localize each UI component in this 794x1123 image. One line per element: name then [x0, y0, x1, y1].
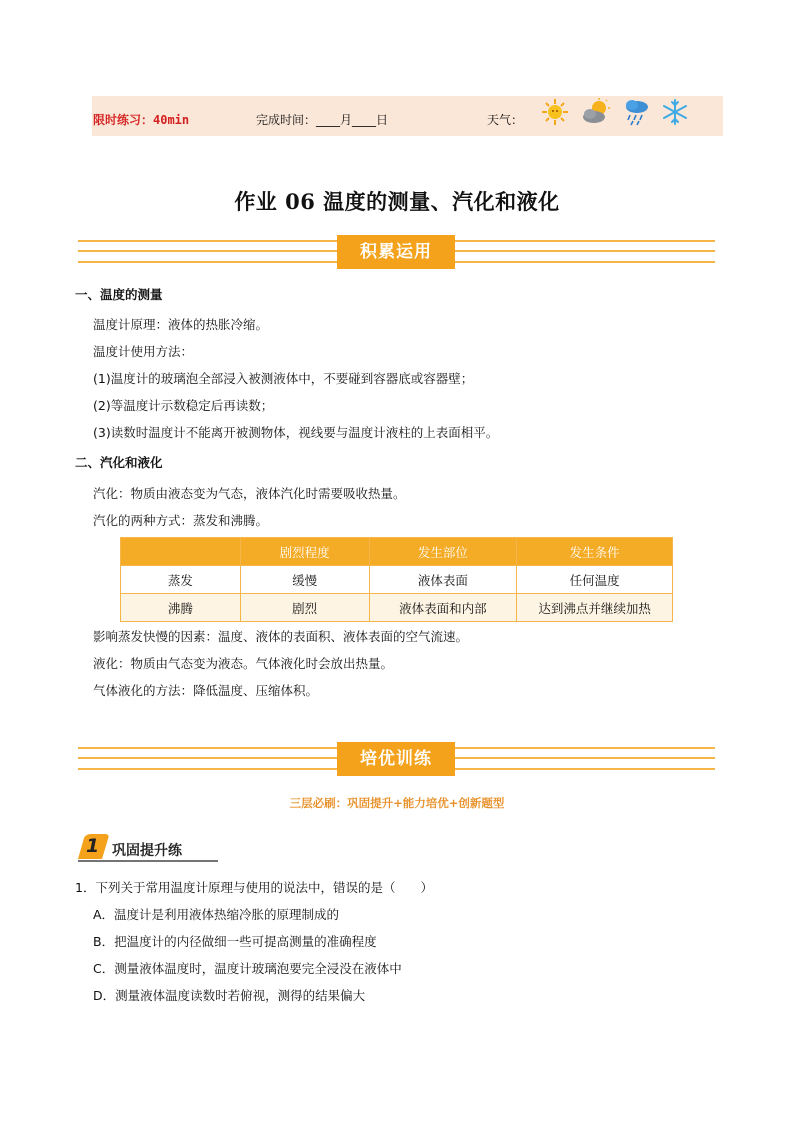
paragraph-line: 汽化的两种方式：蒸发和沸腾。 — [93, 513, 269, 528]
table-header-row — [121, 538, 673, 566]
section-title-training: 培优训练 — [337, 742, 455, 776]
table-header: 剧烈程度 — [240, 538, 369, 566]
weather-label: 天气： — [487, 113, 524, 127]
table-cell: 蒸发 — [121, 566, 241, 594]
option-c[interactable]: C．测量液体温度时，温度计玻璃泡要完全浸没在液体中 — [93, 961, 402, 976]
partly-cloudy-icon — [580, 98, 612, 126]
paragraph-line: 温度计原理：液体的热胀冷缩。 — [93, 317, 269, 332]
paragraph-line: 影响蒸发快慢的因素：温度、液体的表面积、液体表面的空气流速。 — [93, 629, 469, 644]
level-number: 1 — [86, 835, 100, 857]
table-cell: 液体表面和内部 — [369, 594, 517, 622]
paragraph-line: (1)温度计的玻璃泡全部浸入被测液体中，不要碰到容器底或容器壁； — [93, 371, 474, 386]
page-title: 作业 06 温度的测量、汽化和液化 — [234, 189, 560, 214]
section-subtitle: 三层必刷：巩固提升+能力培优+创新题型 — [289, 796, 505, 810]
heading-temperature-measurement: 一、温度的测量 — [75, 287, 163, 302]
rain-icon — [621, 98, 653, 126]
level-badge — [78, 832, 218, 864]
table-cell: 缓慢 — [240, 566, 369, 594]
option-b[interactable]: B．把温度计的内径做细一些可提高测量的准确程度 — [93, 934, 377, 949]
section-title-accumulate: 积累运用 — [337, 235, 455, 269]
table-cell: 沸腾 — [121, 594, 241, 622]
comparison-table — [120, 537, 673, 622]
paragraph-line: 汽化：物质由液态变为气态，液体汽化时需要吸收热量。 — [93, 486, 406, 501]
time-limit-label: 限时练习：40min — [93, 113, 190, 127]
table-header: 发生条件 — [517, 538, 673, 566]
heading-vaporization-liquefaction: 二、汽化和液化 — [75, 455, 163, 470]
table-header: 发生部位 — [369, 538, 517, 566]
table-header — [121, 538, 241, 566]
paragraph-line: 液化：物质由气态变为液态。气体液化时会放出热量。 — [93, 656, 394, 671]
snow-icon — [659, 98, 691, 126]
paragraph-line: 温度计使用方法： — [93, 344, 194, 359]
table-row — [121, 594, 673, 622]
level-label: 巩固提升练 — [112, 843, 182, 859]
completion-date-label: 完成时间：____月____日 — [256, 113, 389, 127]
option-a[interactable]: A．温度计是利用液体热缩冷胀的原理制成的 — [93, 907, 340, 922]
table-cell: 液体表面 — [369, 566, 517, 594]
option-d[interactable]: D．测量液体温度读数时若俯视，测得的结果偏大 — [93, 988, 366, 1003]
question-stem: 1．下列关于常用温度计原理与使用的说法中，错误的是（ ） — [75, 880, 433, 895]
table-cell: 达到沸点并继续加热 — [517, 594, 673, 622]
paragraph-line: (2)等温度计示数稳定后再读数； — [93, 398, 274, 413]
table-row — [121, 566, 673, 594]
sun-icon — [539, 98, 571, 126]
table-cell: 剧烈 — [240, 594, 369, 622]
table-cell: 任何温度 — [517, 566, 673, 594]
paragraph-line: (3)读数时温度计不能离开被测物体，视线要与温度计液柱的上表面相平。 — [93, 425, 499, 440]
paragraph-line: 气体液化的方法：降低温度、压缩体积。 — [93, 683, 319, 698]
